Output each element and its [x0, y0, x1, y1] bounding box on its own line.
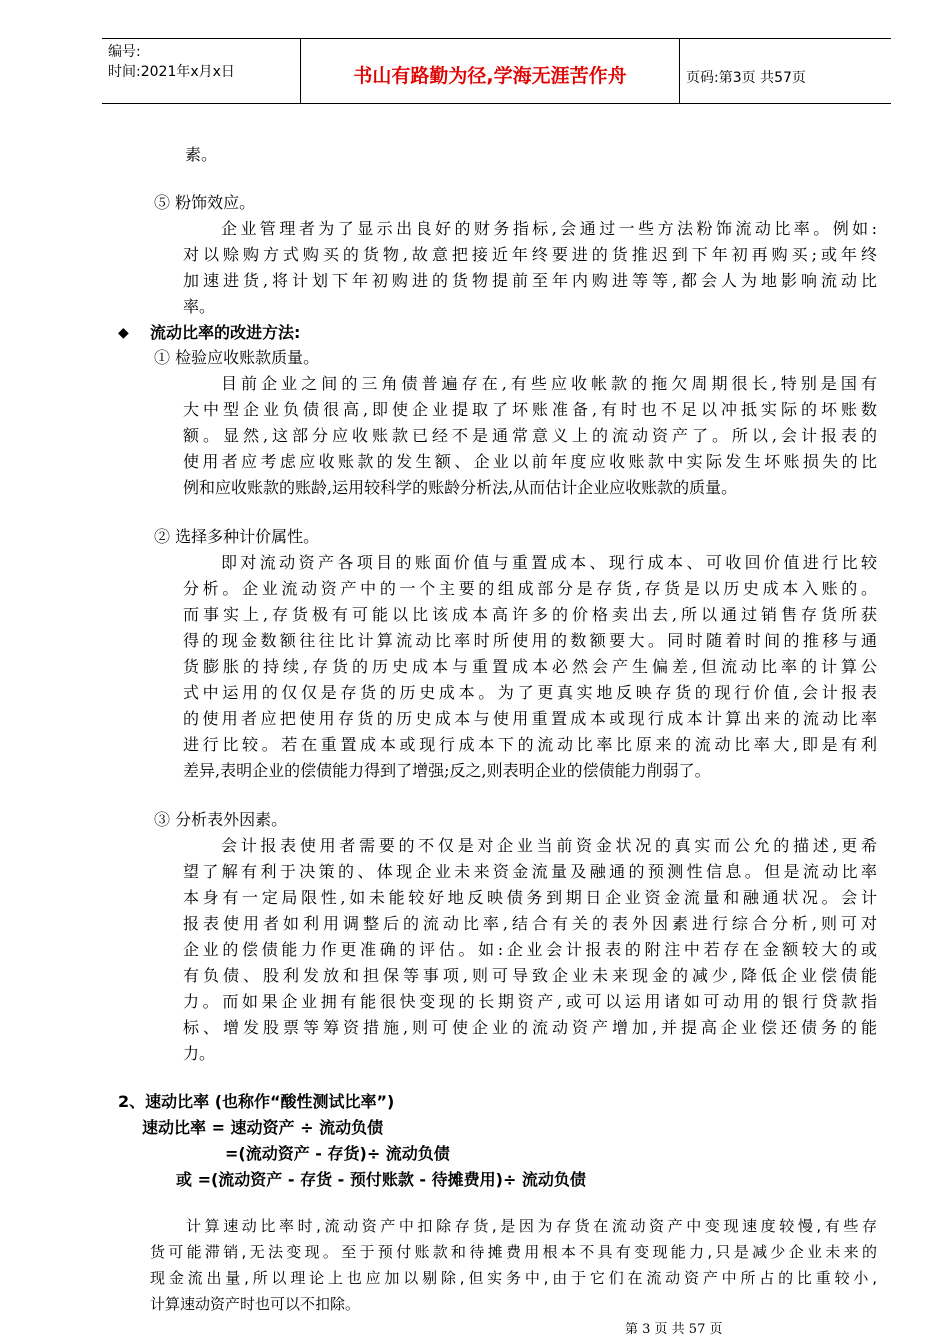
section-heading: 流动比率的改进方法: [150, 323, 301, 342]
paragraph-line: 计算速动比率时,流动资产中扣除存货,是因为存货在流动资产中变现速度较慢,有些存 [186, 1217, 877, 1235]
list-heading: ① 检验应收账款质量。 [154, 348, 320, 367]
list-heading: ② 选择多种计价属性。 [154, 527, 320, 546]
paragraph-line: 计算速动资产时也可以不扣除。 [150, 1295, 361, 1313]
document-number-label: 编号: [108, 44, 141, 60]
paragraph-line: 有负债、股利发放和担保等事项,则可导致企业未来现金的减少,降低企业偿债能 [183, 966, 877, 985]
header-page-cell [680, 39, 891, 103]
paragraph-line: 例和应收账款的账龄,运用较科学的账龄分析法,从而估计企业应收账款的质量。 [183, 478, 738, 497]
list-heading: ⑤ 粉饰效应。 [154, 193, 256, 212]
formula-line: 或 =(流动资产 - 存货 - 预付账款 - 待摊费用)÷ 流动负债 [176, 1170, 586, 1189]
paragraph-line: 得的现金数额往往比计算流动比率时所使用的数额要大。同时随着时间的推移与通 [183, 631, 877, 650]
diamond-bullet-icon: ◆ [118, 325, 129, 341]
motto-text: 书山有路勤为径,学海无涯苦作舟 [353, 65, 627, 87]
paragraph-line: 货可能滞销,无法变现。至于预付账款和待摊费用根本不具有变现能力,只是减少企业未来的 [150, 1243, 877, 1261]
formula-line: =(流动资产 - 存货)÷ 流动负债 [225, 1144, 450, 1163]
paragraph-line: 力。 [183, 1044, 216, 1063]
paragraph-line: 式中运用的仅仅是存货的历史成本。为了更真实地反映存货的现行价值,会计报表 [183, 683, 877, 702]
header-motto-cell [301, 39, 680, 103]
header-page-number: 页码:第3页 共57页 [686, 70, 806, 86]
formula-line: 速动比率 = 速动资产 ÷ 流动负债 [142, 1118, 384, 1137]
paragraph-line: 即对流动资产各项目的账面价值与重置成本、现行成本、可收回价值进行比较 [221, 553, 877, 572]
paragraph-line: 分析。企业流动资产中的一个主要的组成部分是存货,存货是以历史成本入账的。 [183, 579, 877, 598]
paragraph-line: 会计报表使用者需要的不仅是对企业当前资金状况的真实而公允的描述,更希 [221, 836, 877, 855]
paragraph-line: 使用者应考虑应收账款的发生额、企业以前年度应收账款中实际发生坏账损失的比 [183, 452, 877, 471]
header-meta-cell [102, 39, 301, 103]
paragraph-line: 目前企业之间的三角债普遍存在,有些应收帐款的拖欠周期很长,特别是国有 [221, 374, 877, 393]
paragraph-line: 现金流出量,所以理论上也应加以剔除,但实务中,由于它们在流动资产中所占的比重较小, [150, 1269, 877, 1287]
footer-page-number: 第 3 页 共 57 页 [625, 1322, 723, 1337]
paragraph-line: 望了解有利于决策的、体现企业未来资金流量及融通的预测性信息。但是流动比率 [183, 862, 877, 881]
paragraph-line: 企业管理者为了显示出良好的财务指标,会通过一些方法粉饰流动比率。例如: [221, 219, 877, 238]
paragraph-line: 进行比较。若在重置成本或现行成本下的流动比率比原来的流动比率大,即是有利 [183, 735, 877, 754]
paragraph-line: 报表使用者如利用调整后的流动比率,结合有关的表外因素进行综合分析,则可对 [183, 914, 877, 933]
paragraph-line: 大中型企业负债很高,即使企业提取了坏账准备,有时也不足以冲抵实际的坏账数 [183, 400, 877, 419]
paragraph-line: 力。而如果企业拥有能很快变现的长期资产,或可以运用诸如可动用的银行贷款指 [183, 992, 877, 1011]
paragraph-line: 额。显然,这部分应收账款已经不是通常意义上的流动资产了。所以,会计报表的 [183, 426, 877, 445]
paragraph-line: 本身有一定局限性,如未能较好地反映债务到期日企业资金流量和融通状况。会计 [183, 888, 877, 907]
paragraph-line: 加速进货,将计划下年初购进的货物提前至年内购进等等,都会人为地影响流动比 [183, 271, 877, 290]
paragraph-line: 货膨胀的持续,存货的历史成本与重置成本必然会产生偏差,但流动比率的计算公 [183, 657, 877, 676]
document-time-label: 时间:2021年x月x日 [108, 64, 235, 80]
paragraph-line: 标、增发股票等筹资措施,则可使企业的流动资产增加,并提高企业偿还债务的能 [183, 1018, 877, 1037]
section-heading-quick-ratio: 2、速动比率 (也称作“酸性测试比率”) [118, 1092, 395, 1111]
paragraph-line: 企业的偿债能力作更准确的评估。如:企业会计报表的附注中若存在金额较大的或 [183, 940, 877, 959]
paragraph-line: 而事实上,存货极有可能以比该成本高许多的价格卖出去,所以通过销售存货所获 [183, 605, 877, 624]
paragraph-line: 对以赊购方式购买的货物,故意把接近年终要进的货推迟到下年初再购买;或年终 [183, 245, 877, 264]
page-header [102, 38, 891, 104]
list-heading: ③ 分析表外因素。 [154, 810, 288, 829]
paragraph-line: 的使用者应把使用存货的历史成本与使用重置成本或现行成本计算出来的流动比率 [183, 709, 877, 728]
paragraph-line: 率。 [183, 297, 216, 316]
text-line: 素。 [185, 145, 218, 164]
paragraph-line: 差异,表明企业的偿债能力得到了增强;反之,则表明企业的偿债能力削弱了。 [183, 761, 711, 780]
